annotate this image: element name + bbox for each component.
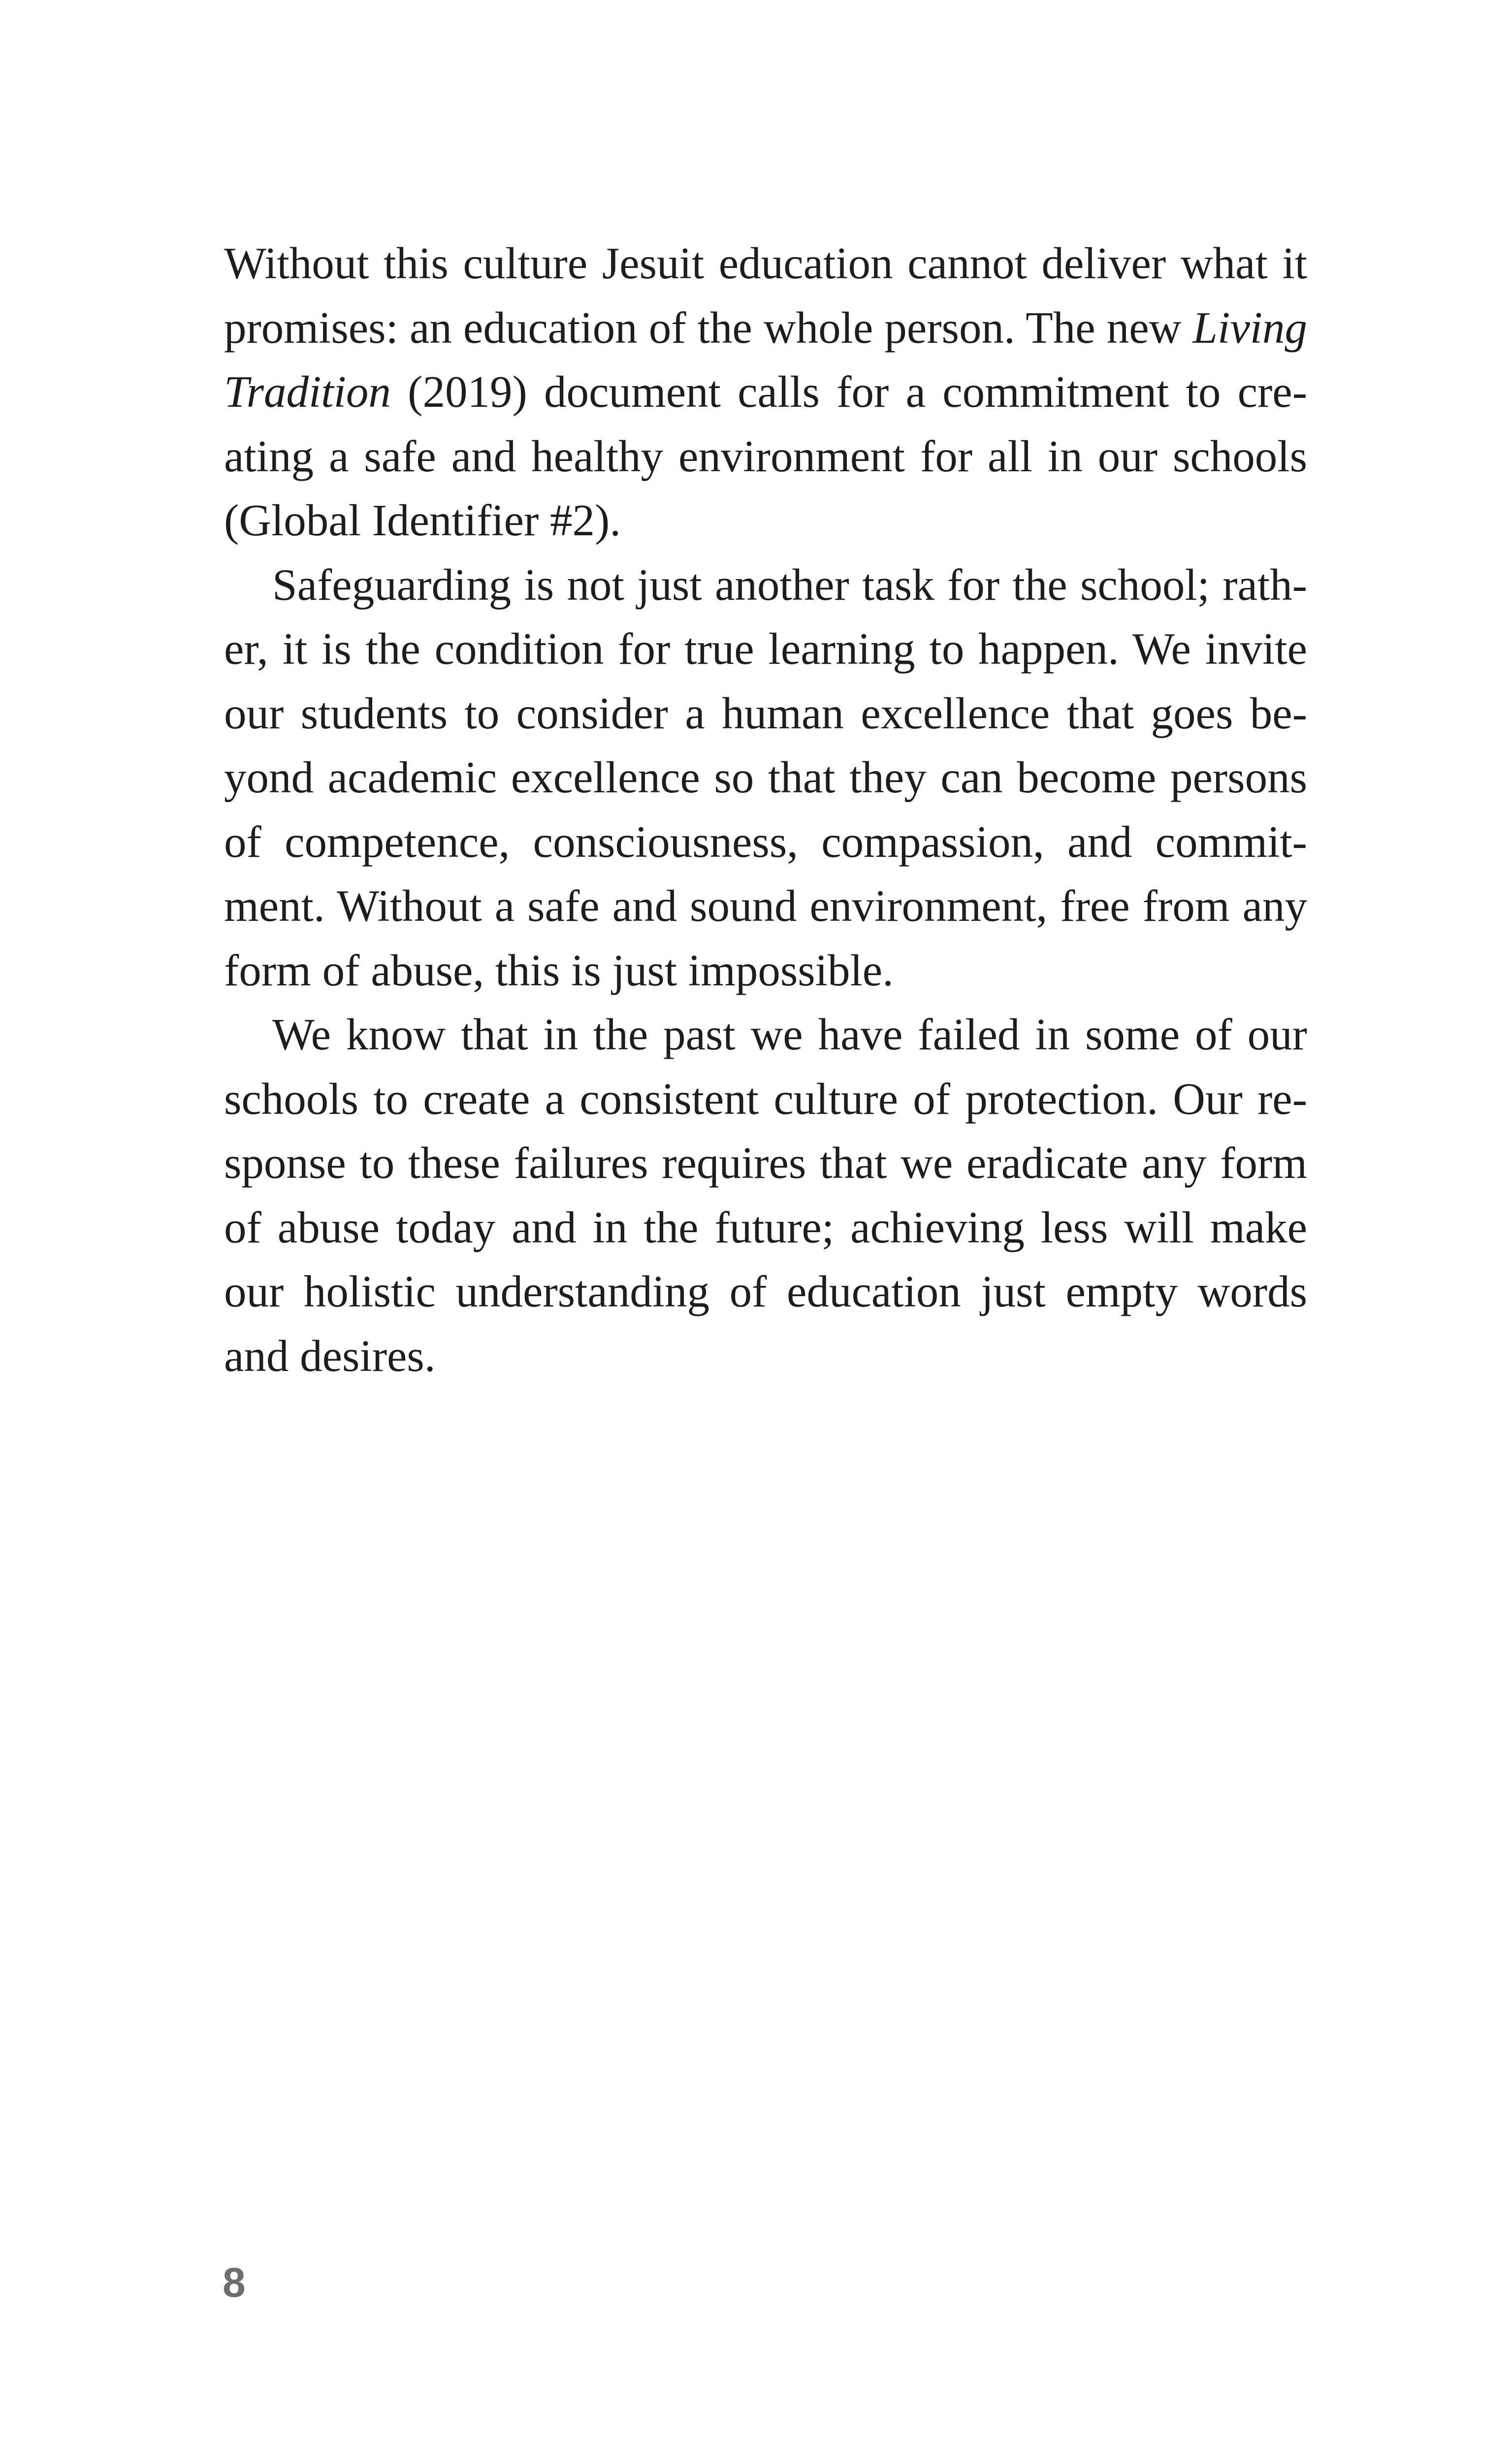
paragraph-2-line-2: er, it is the condition for true learning to happen. We invite	[224, 624, 1307, 674]
paragraph-3-line-2: schools to create a consistent culture of protection. Our re-	[224, 1074, 1307, 1124]
paragraph-3-line-4: of abuse today and in the future; achieving less will make	[224, 1202, 1307, 1252]
paragraph-3-line-1: We know that in the past we have failed in some of our	[272, 1010, 1307, 1059]
paragraph-3-line-3: sponse to these failures requires that we eradicate any form	[224, 1138, 1307, 1188]
paragraph-2-line-5: of competence, consciousness, compassion, and commit-	[224, 816, 1307, 867]
body-text	[224, 231, 1307, 1388]
paragraph-1-line-1: Without this culture Jesuit education cannot deliver what it	[224, 238, 1307, 288]
paragraph-1-line-5: (Global Identifier #2).	[224, 495, 621, 545]
living-tradition-title-part-1: Living	[1192, 302, 1307, 353]
paragraph-2-line-4: yond academic excellence so that they can become persons	[224, 752, 1307, 802]
paragraph-2-line-6: ment. Without a safe and sound environment, free from any	[224, 881, 1307, 931]
living-tradition-title-part-2: Tradition	[224, 367, 391, 417]
paragraph-3-line-5: our holistic understanding of education just empty words	[224, 1267, 1307, 1316]
paragraph-1-line-4: ating a safe and healthy environment for all in our schools	[224, 431, 1307, 481]
paragraph-1-line-3: Tradition (2019) document calls for a commitment to cre-	[224, 367, 1307, 417]
paragraph-3-line-6: and desires.	[224, 1331, 436, 1381]
paragraph-2-line-1: Safeguarding is not just another task for the school; rath-	[272, 559, 1307, 610]
paragraph-1-line-2: promises: an education of the whole person. The new Living	[224, 302, 1307, 353]
paragraph-2-line-7: form of abuse, this is just impossible.	[224, 945, 894, 995]
paragraph-2-line-3: our students to consider a human excellence that goes be-	[224, 688, 1307, 738]
page-number: 8	[223, 2259, 246, 2306]
